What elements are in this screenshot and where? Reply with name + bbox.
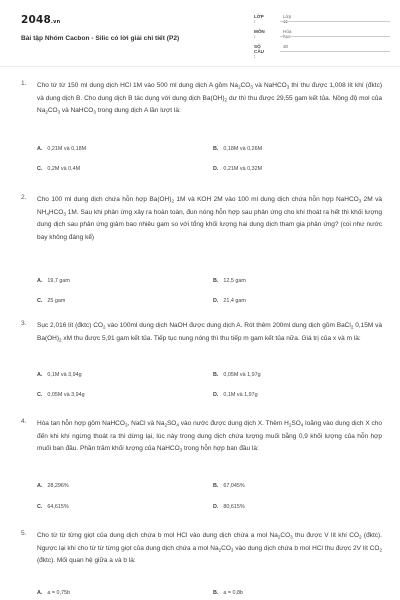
option-d[interactable]: D. 21,4 gam — [213, 298, 246, 304]
class-label: LỚP : — [254, 14, 264, 24]
question-number: 4. — [21, 418, 27, 425]
count-value: 30 — [283, 44, 289, 49]
option-d[interactable]: D. 80,615% — [213, 504, 245, 510]
option-a[interactable]: A. 0,21M và 0,18M — [37, 146, 87, 152]
subject-value: Hóa học — [283, 29, 292, 39]
question-text: Cho 100 ml dung dịch chứa hỗn hợp $Ba(OH)_2$ 1M và KOH 2M vào 100 ml dung dịch chứa hỗn hợp NaHCO$_3$ 2M và $NH_4HCO_3$ 1M. Sau khi phản ứng xảy ra hoàn toàn, đun nóng hỗn hợp sau phản ứng cho khí thoát ra hết thì khối lượng dung dịch sau phản ứng giảm bao nhiêu gam so với tổng khối lượng hai dung dịch tham gia phản ứng? (coi như nước bay không đáng kể) — [37, 196, 382, 242]
logo-main: 2048 — [21, 14, 52, 26]
option-d[interactable]: D. 0,1M và 1,97g — [213, 392, 258, 398]
logo-suffix: .vn — [51, 19, 61, 25]
question-text: Hòa tan hỗn hợp gồm NaHCO$_3$, NaCl và $Na_2SO_4$ vào nước được dung dịch X. Thêm $H_2SO_4$ loãng vào dung dịch X cho đến khi khí ngừng thoát ra thì dừng lại, lúc này trong dung dịch chứa lượng muối bằng 0,9 khối lượng của hỗn hợp muối ban đầu. Phần trăm khối lượng của NaHCO$_3$ trong hỗn hợp ban đầu là: — [37, 420, 382, 453]
option-a[interactable]: A. 19,7 gam — [37, 278, 70, 284]
question-number: 1. — [21, 80, 27, 87]
divider-line — [280, 36, 390, 37]
subject-label: MÔN : — [254, 29, 265, 39]
question-text: Cho từ từ từng giọt của dung dịch chứa b mol HCl vào dung dịch chứa a mol $Na_2CO_3$ thu được V lít khí $CO_2$ (đktc). Ngược lại khi cho từ từ từng giọt của dung dịch chứa a mol $Na_2CO_3$ vào dung dịch chứa b mol HCl thu được 2V lít $CO_2$ (đktc). Mối quan hệ giữa a và b là: — [37, 532, 383, 565]
site-logo[interactable] — [21, 14, 60, 26]
option-b[interactable]: B. 0,18M và 0,26M — [213, 146, 263, 152]
page-title: Bài tập Nhóm Cacbon - Silic có lời giải chi tiết (P2) — [21, 35, 180, 42]
option-c[interactable]: C. 0,2M và 0,4M — [37, 166, 81, 172]
question-text: Sục 2,016 lít (đktc) $CO_2$ vào 100ml dung dịch NaOH được dung dịch A. Rót thêm 200ml dung dịch gồm BaCl$_2$ 0,15M và $Ba(OH)_2$ xM thu được 5,91 gam kết tủa. Tiếp tục nung nóng thì thu tiếp m gam kết tủa nữa. Giá trị của x và m là: — [37, 322, 382, 343]
question-number: 5. — [21, 530, 27, 537]
option-b[interactable]: B. 67,045% — [213, 483, 245, 489]
option-a[interactable]: A. 0,1M và 3,94g — [37, 372, 82, 378]
question-text: Cho từ từ 150 ml dung dịch HCl 1M vào 500 ml dung dịch A gồm $Na_2CO_3$ và NaHCO$_3$ thì thu được 1,008 lít khí (đktc) và dung dịch B. Cho dung dịch B tác dụng với dung dịch $Ba(OH)_2$ dư thì thu được 29,55 gam kết tủa. Nồng độ mol của $Na_2CO_3$ và NaHCO$_3$ trong dung dịch A lần lượt là: — [37, 82, 382, 115]
option-c[interactable]: C. 64,615% — [37, 504, 69, 510]
question-number: 3. — [21, 320, 27, 327]
question-number: 2. — [21, 194, 27, 201]
option-a[interactable]: A. 28,296% — [37, 483, 69, 489]
count-label: SỐ CÂU : — [254, 44, 264, 59]
option-c[interactable]: C. 0,05M và 3,94g — [37, 392, 85, 398]
option-a[interactable]: A. a = 0,75b — [37, 590, 71, 596]
option-d[interactable]: D. 0,21M và 0,32M — [213, 166, 263, 172]
divider-line — [280, 51, 390, 52]
option-b[interactable]: B. 0,05M và 1,97g — [213, 372, 261, 378]
header — [0, 0, 400, 66]
divider-line — [280, 21, 390, 22]
header-divider — [0, 66, 400, 67]
option-b[interactable]: B. 12,5 gam — [213, 278, 246, 284]
option-b[interactable]: B. a = 0,8b — [213, 590, 244, 596]
option-c[interactable]: C. 25 gam — [37, 298, 66, 304]
class-value: Lớp 11 — [283, 14, 292, 24]
